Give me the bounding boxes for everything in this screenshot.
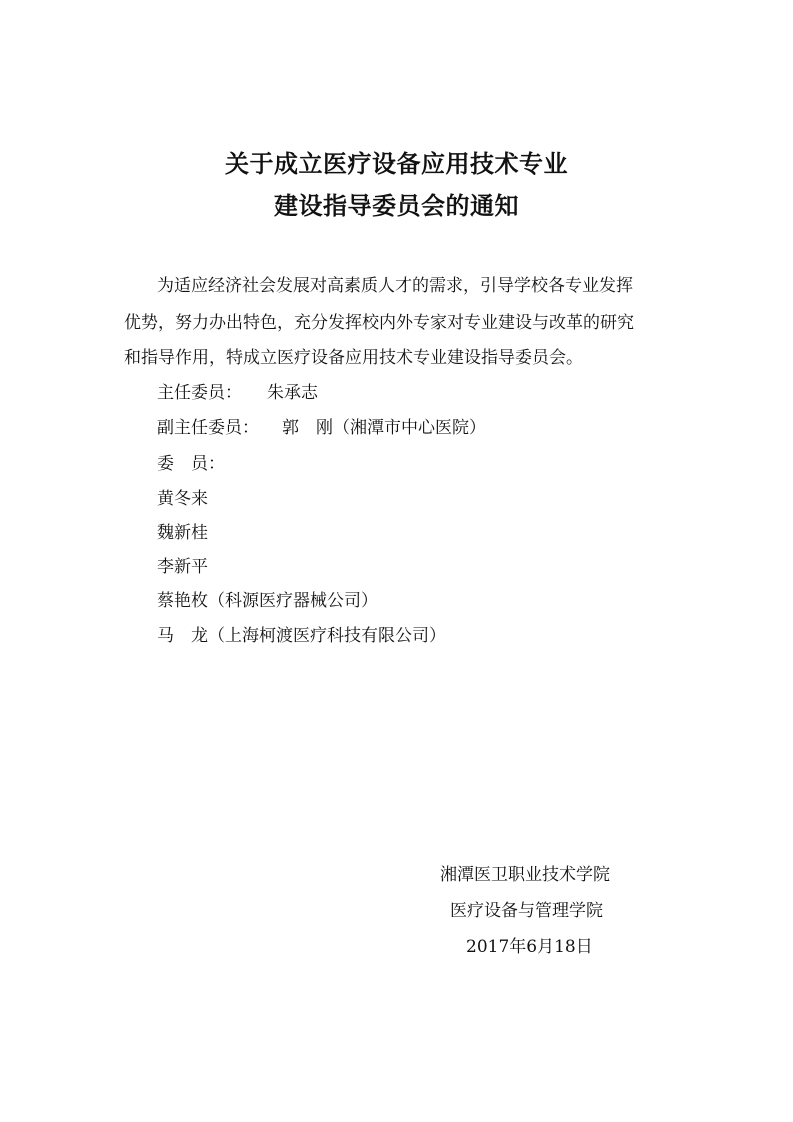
member-item: 魏新桂 (157, 523, 208, 543)
document-title-line-2: 建设指导委员会的通知 (274, 192, 519, 220)
body-paragraph-line-3: 和指导作用，特成立医疗设备应用技术专业建设指导委员会。 (124, 348, 583, 368)
vice-director-name: 郭 刚（湘潭市中心医院） (282, 418, 486, 438)
signature-organization: 湘潭医卫职业技术学院 (440, 865, 610, 885)
vice-director-label: 副主任委员： (157, 418, 259, 438)
director-row (157, 378, 318, 403)
body-paragraph-line-2: 优势，努力办出特色，充分发挥校内外专家对专业建设与改革的研究 (124, 313, 634, 333)
member-item: 蔡艳枚（科源医疗器械公司） (157, 591, 378, 611)
director-name: 朱承志 (267, 383, 318, 403)
member-item: 李新平 (157, 557, 208, 577)
members-label: 委 员： (157, 454, 225, 474)
director-label: 主任委员： (157, 383, 242, 403)
body-paragraph-line-1: 为适应经济社会发展对高素质人才的需求，引导学校各专业发挥 (157, 276, 633, 296)
signature-department: 医疗设备与管理学院 (450, 901, 603, 921)
member-item: 黄冬来 (157, 489, 208, 509)
member-item: 马 龙（上海柯渡医疗科技有限公司） (157, 626, 446, 646)
document-title-line-1: 关于成立医疗设备应用技术专业 (225, 150, 568, 178)
signature-date: 2017年6月18日 (466, 937, 593, 957)
vice-director-row (157, 413, 486, 438)
